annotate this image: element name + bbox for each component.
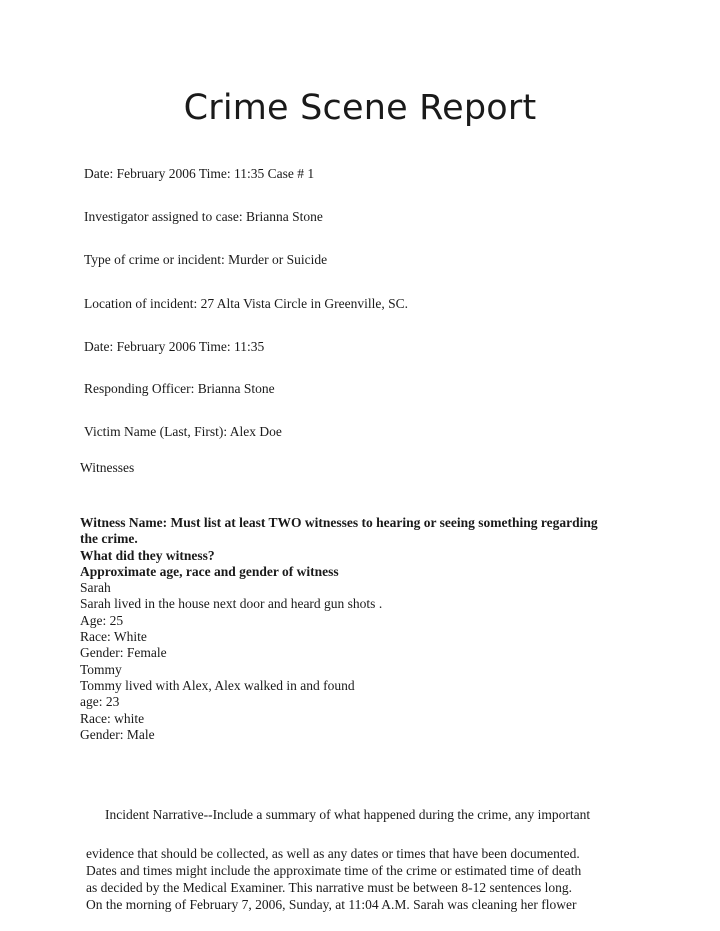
witness-detail-line: Tommy lived with Alex, Alex walked in and found (80, 677, 355, 693)
page-title: Crime Scene Report (183, 88, 537, 128)
narrative-intro: Incident Narrative--Include a summary of what happened during the crime, any important (105, 807, 591, 822)
narrative-line: as decided by the Medical Examiner. This narrative must be between 8-12 sentences long. (86, 880, 572, 895)
witness-instruction-line: What did they witness? (80, 547, 215, 563)
witness-detail-line: age: 23 (80, 694, 120, 710)
field-responding-officer: Responding Officer: Brianna Stone (84, 381, 275, 396)
witness-instruction-line: Approximate age, race and gender of witness (80, 563, 339, 579)
narrative-line: On the morning of February 7, 2006, Sunday, at 11:04 A.M. Sarah was cleaning her flower (86, 897, 577, 912)
witness-detail-line: Race: white (80, 710, 145, 726)
narrative-line: Dates and times might include the approximate time of the crime or estimated time of death (86, 863, 582, 878)
witness-detail-line: Tommy (80, 661, 122, 677)
field-location: Location of incident: 27 Alta Vista Circle in Greenville, SC. (84, 296, 408, 311)
witness-section (80, 515, 640, 743)
witness-detail-line: Sarah lived in the house next door and heard gun shots . (80, 596, 383, 612)
witnesses-heading: Witnesses (80, 460, 135, 475)
witness-detail-line: Race: White (80, 629, 147, 645)
field-investigator: Investigator assigned to case: Brianna Stone (84, 209, 323, 224)
witness-instruction-line: Witness Name: Must list at least TWO witnesses to hearing or seeing something regarding (80, 515, 598, 530)
narrative-body (86, 845, 581, 913)
narrative-line: evidence that should be collected, as well as any dates or times that have been documented. (86, 846, 580, 861)
field-date-time-case: Date: February 2006 Time: 11:35 Case # 1 (84, 166, 315, 181)
witness-detail-line: Age: 25 (80, 612, 124, 628)
field-date-time: Date: February 2006 Time: 11:35 (84, 339, 265, 354)
witness-detail-line: Gender: Male (80, 726, 155, 742)
field-victim-name: Victim Name (Last, First): Alex Doe (84, 424, 282, 439)
witness-detail-line: Gender: Female (80, 645, 167, 661)
field-crime-type: Type of crime or incident: Murder or Suicide (84, 252, 328, 267)
witness-detail-line: Sarah (80, 580, 111, 596)
witness-instruction-line: the crime. (80, 531, 138, 547)
